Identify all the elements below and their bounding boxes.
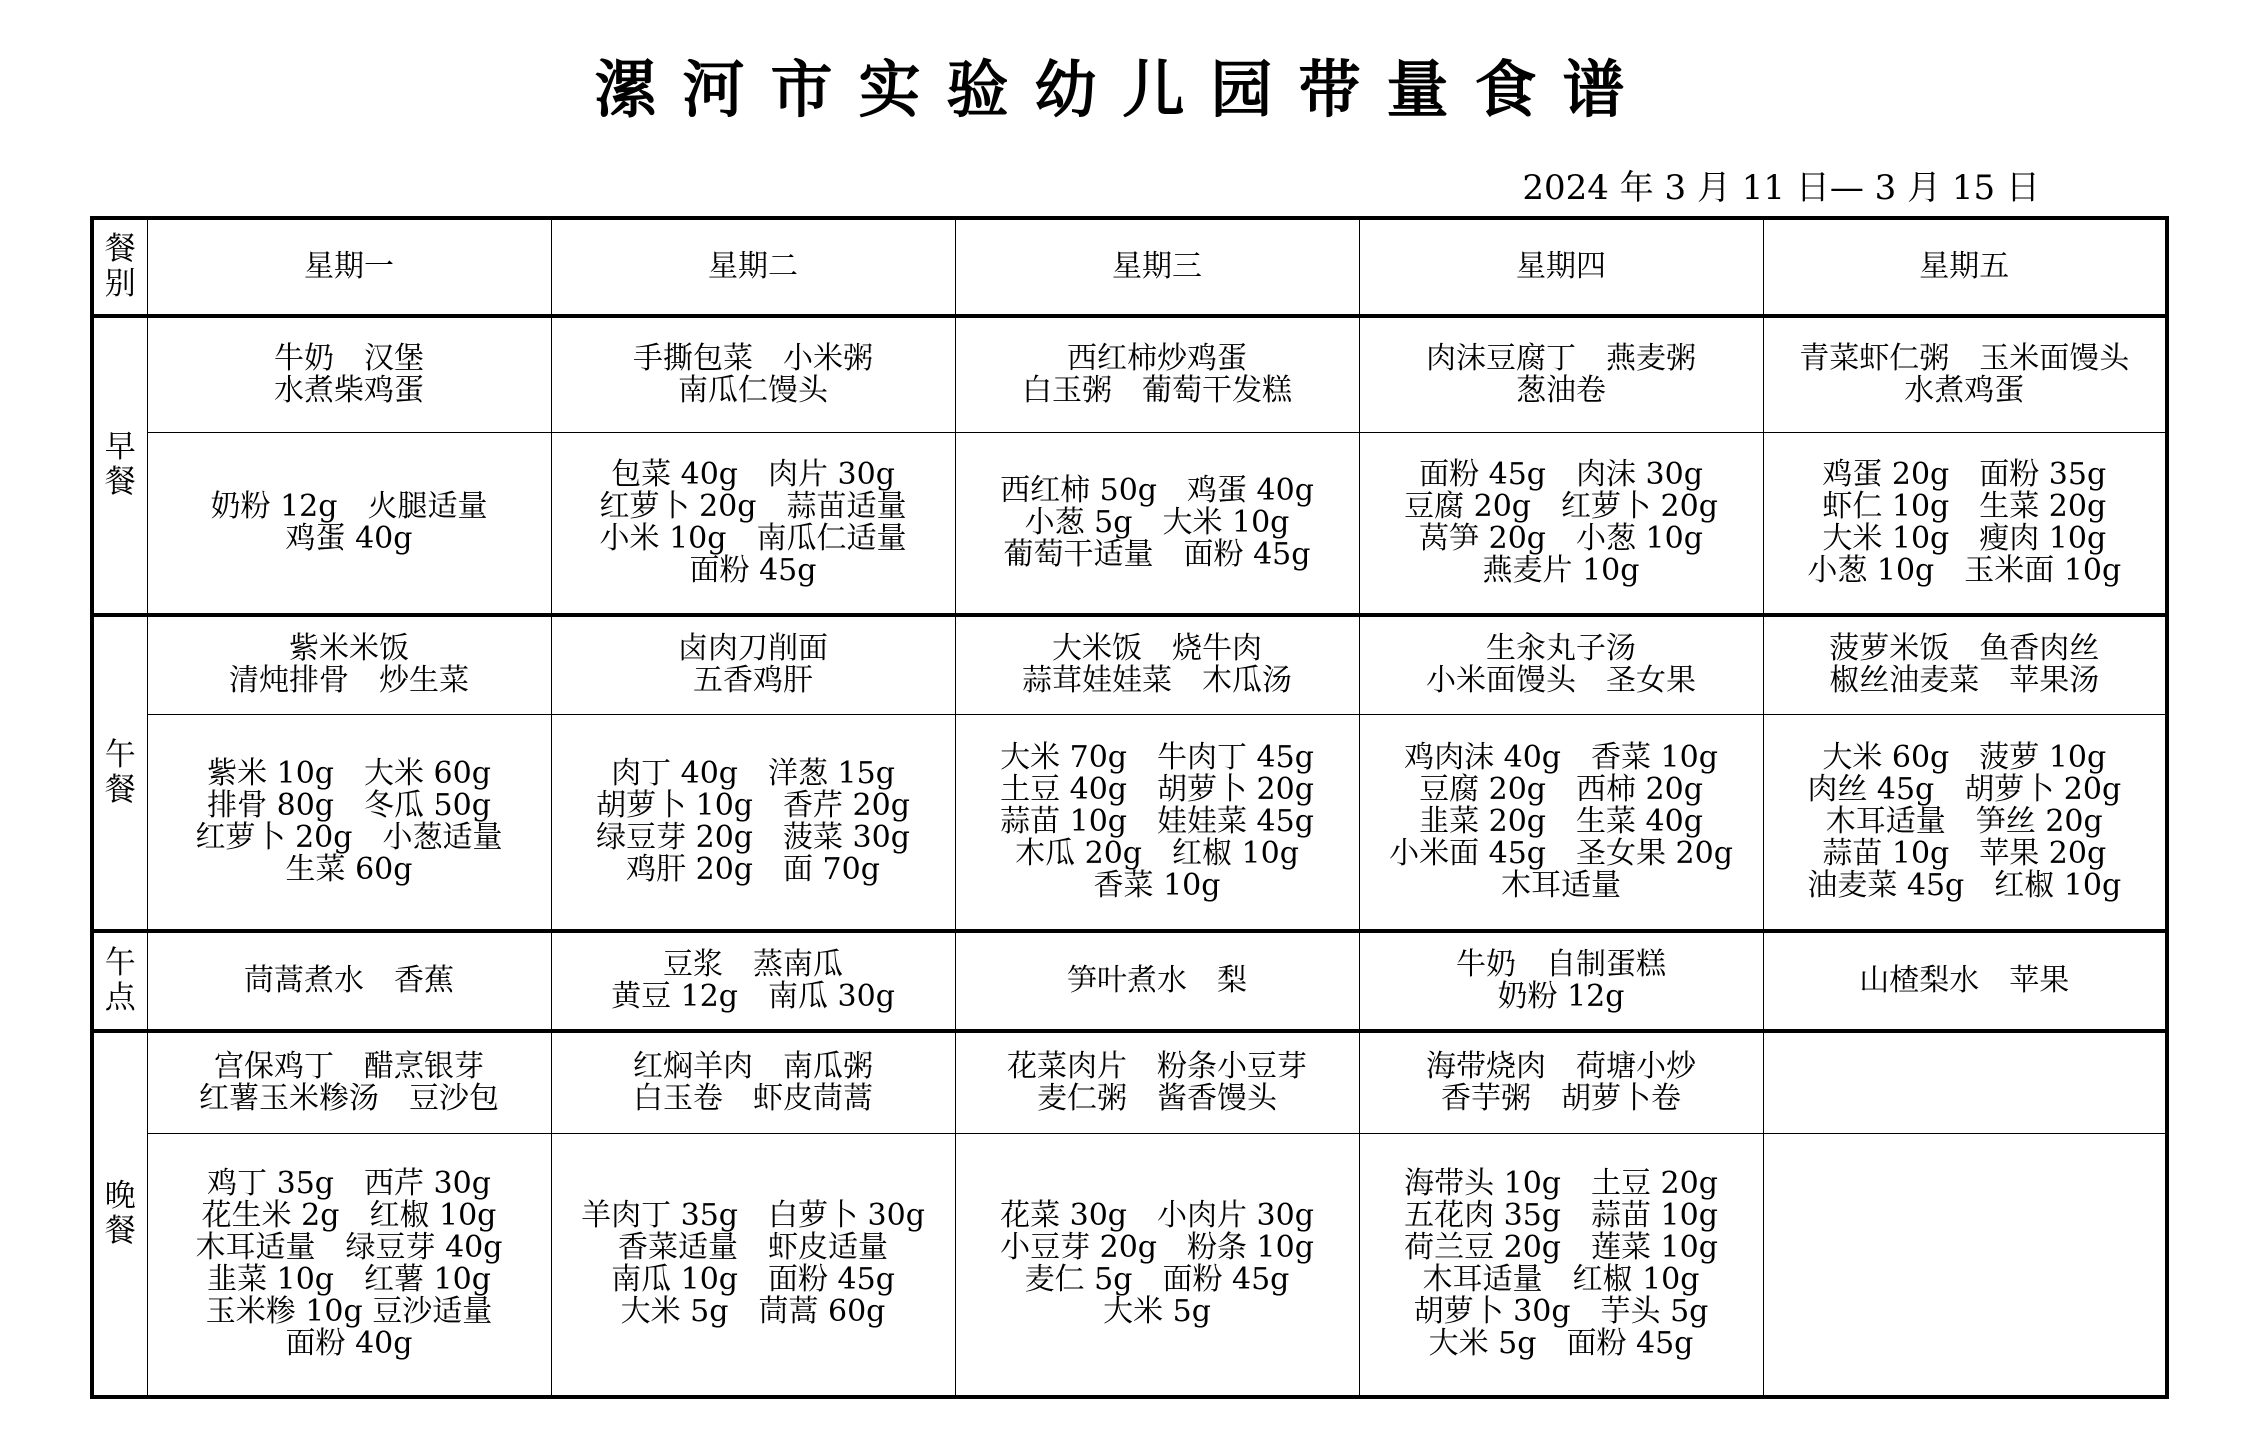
breakfast-amounts-row xyxy=(92,432,2167,614)
breakfast-dish-cell: 青菜虾仁粥 玉米面馒头 水煮鸡蛋 xyxy=(1763,316,2167,432)
snack-cell: 山楂梨水 苹果 xyxy=(1763,931,2167,1031)
lunch-amount-cell: 大米 70g 牛肉丁 45g 土豆 40g 胡萝卜 20g 蒜苗 10g 娃娃菜 45g 木瓜 20g 红椒 10g 香菜 10g xyxy=(955,715,1359,931)
breakfast-amount-cell: 面粉 45g 肉沫 30g 豆腐 20g 红萝卜 20g 莴笋 20g 小葱 10g 燕麦片 10g xyxy=(1359,432,1763,614)
breakfast-dish-cell: 西红柿炒鸡蛋 白玉粥 葡萄干发糕 xyxy=(955,316,1359,432)
lunch-dishes-row xyxy=(92,615,2167,715)
dinner-amount-cell: 海带头 10g 土豆 20g 五花肉 35g 蒜苗 10g 荷兰豆 20g 莲菜 10g 木耳适量 红椒 10g 胡萝卜 30g 芋头 5g 大米 5g 面粉 45g xyxy=(1359,1133,1763,1397)
snack-row xyxy=(92,931,2167,1031)
day-header-wed: 星期三 xyxy=(955,218,1359,316)
lunch-amount-cell: 鸡肉沫 40g 香菜 10g 豆腐 20g 西柿 20g 韭菜 20g 生菜 40g 小米面 45g 圣女果 20g 木耳适量 xyxy=(1359,715,1763,931)
lunch-amount-cell: 大米 60g 菠萝 10g 肉丝 45g 胡萝卜 20g 木耳适量 笋丝 20g 蒜苗 10g 苹果 20g 油麦菜 45g 红椒 10g xyxy=(1763,715,2167,931)
breakfast-dishes-row xyxy=(92,316,2167,432)
meal-label-dinner: 晚 餐 xyxy=(92,1031,147,1397)
lunch-amounts-row xyxy=(92,715,2167,931)
header-row xyxy=(92,218,2167,316)
day-header-thu: 星期四 xyxy=(1359,218,1763,316)
dinner-dish-cell: 海带烧肉 荷塘小炒 香芋粥 胡萝卜卷 xyxy=(1359,1031,1763,1133)
day-header-tue: 星期二 xyxy=(551,218,955,316)
dinner-amount-cell: 鸡丁 35g 西芹 30g 花生米 2g 红椒 10g 木耳适量 绿豆芽 40g 韭菜 10g 红薯 10g 玉米糁 10g 豆沙适量 面粉 40g xyxy=(147,1133,551,1397)
meal-column-header: 餐 别 xyxy=(92,218,147,316)
dinner-dishes-row xyxy=(92,1031,2167,1133)
breakfast-amount-cell: 奶粉 12g 火腿适量 鸡蛋 40g xyxy=(147,432,551,614)
breakfast-amount-cell: 西红柿 50g 鸡蛋 40g 小葱 5g 大米 10g 葡萄干适量 面粉 45g xyxy=(955,432,1359,614)
dinner-amounts-row xyxy=(92,1133,2167,1397)
dinner-dish-cell: 红焖羊肉 南瓜粥 白玉卷 虾皮茼蒿 xyxy=(551,1031,955,1133)
dinner-dish-cell: 宫保鸡丁 醋烹银芽 红薯玉米糁汤 豆沙包 xyxy=(147,1031,551,1133)
lunch-dish-cell: 卤肉刀削面 五香鸡肝 xyxy=(551,615,955,715)
page-title: 漯河市实验幼儿园带量食谱 xyxy=(594,53,1651,126)
dinner-amount-cell xyxy=(1763,1133,2167,1397)
breakfast-amount-cell: 鸡蛋 20g 面粉 35g 虾仁 10g 生菜 20g 大米 10g 瘦肉 10g 小葱 10g 玉米面 10g xyxy=(1763,432,2167,614)
meal-label-lunch: 午 餐 xyxy=(92,615,147,932)
snack-cell: 牛奶 自制蛋糕 奶粉 12g xyxy=(1359,931,1763,1031)
dinner-dish-cell xyxy=(1763,1031,2167,1133)
lunch-dish-cell: 紫米米饭 清炖排骨 炒生菜 xyxy=(147,615,551,715)
date-range: 2024 年 3 月 11 日— 3 月 15 日 xyxy=(1522,168,2040,208)
breakfast-dish-cell: 手撕包菜 小米粥 南瓜仁馒头 xyxy=(551,316,955,432)
meal-label-breakfast: 早 餐 xyxy=(92,316,147,614)
menu-table xyxy=(90,216,2169,1399)
lunch-dish-cell: 菠萝米饭 鱼香肉丝 椒丝油麦菜 苹果汤 xyxy=(1763,615,2167,715)
snack-cell: 豆浆 蒸南瓜 黄豆 12g 南瓜 30g xyxy=(551,931,955,1031)
dinner-amount-cell: 羊肉丁 35g 白萝卜 30g 香菜适量 虾皮适量 南瓜 10g 面粉 45g 大米 5g 茼蒿 60g xyxy=(551,1133,955,1397)
snack-cell: 笋叶煮水 梨 xyxy=(955,931,1359,1031)
lunch-amount-cell: 紫米 10g 大米 60g 排骨 80g 冬瓜 50g 红萝卜 20g 小葱适量 生菜 60g xyxy=(147,715,551,931)
day-header-mon: 星期一 xyxy=(147,218,551,316)
day-header-fri: 星期五 xyxy=(1763,218,2167,316)
lunch-amount-cell: 肉丁 40g 洋葱 15g 胡萝卜 10g 香芹 20g 绿豆芽 20g 菠菜 30g 鸡肝 20g 面 70g xyxy=(551,715,955,931)
meal-label-snack: 午 点 xyxy=(92,931,147,1031)
breakfast-dish-cell: 牛奶 汉堡 水煮柴鸡蛋 xyxy=(147,316,551,432)
snack-cell: 茼蒿煮水 香蕉 xyxy=(147,931,551,1031)
lunch-dish-cell: 大米饭 烧牛肉 蒜茸娃娃菜 木瓜汤 xyxy=(955,615,1359,715)
dinner-dish-cell: 花菜肉片 粉条小豆芽 麦仁粥 酱香馒头 xyxy=(955,1031,1359,1133)
breakfast-amount-cell: 包菜 40g 肉片 30g 红萝卜 20g 蒜苗适量 小米 10g 南瓜仁适量 面粉 45g xyxy=(551,432,955,614)
lunch-dish-cell: 生汆丸子汤 小米面馒头 圣女果 xyxy=(1359,615,1763,715)
dinner-amount-cell: 花菜 30g 小肉片 30g 小豆芽 20g 粉条 10g 麦仁 5g 面粉 45g 大米 5g xyxy=(955,1133,1359,1397)
breakfast-dish-cell: 肉沫豆腐丁 燕麦粥 葱油卷 xyxy=(1359,316,1763,432)
